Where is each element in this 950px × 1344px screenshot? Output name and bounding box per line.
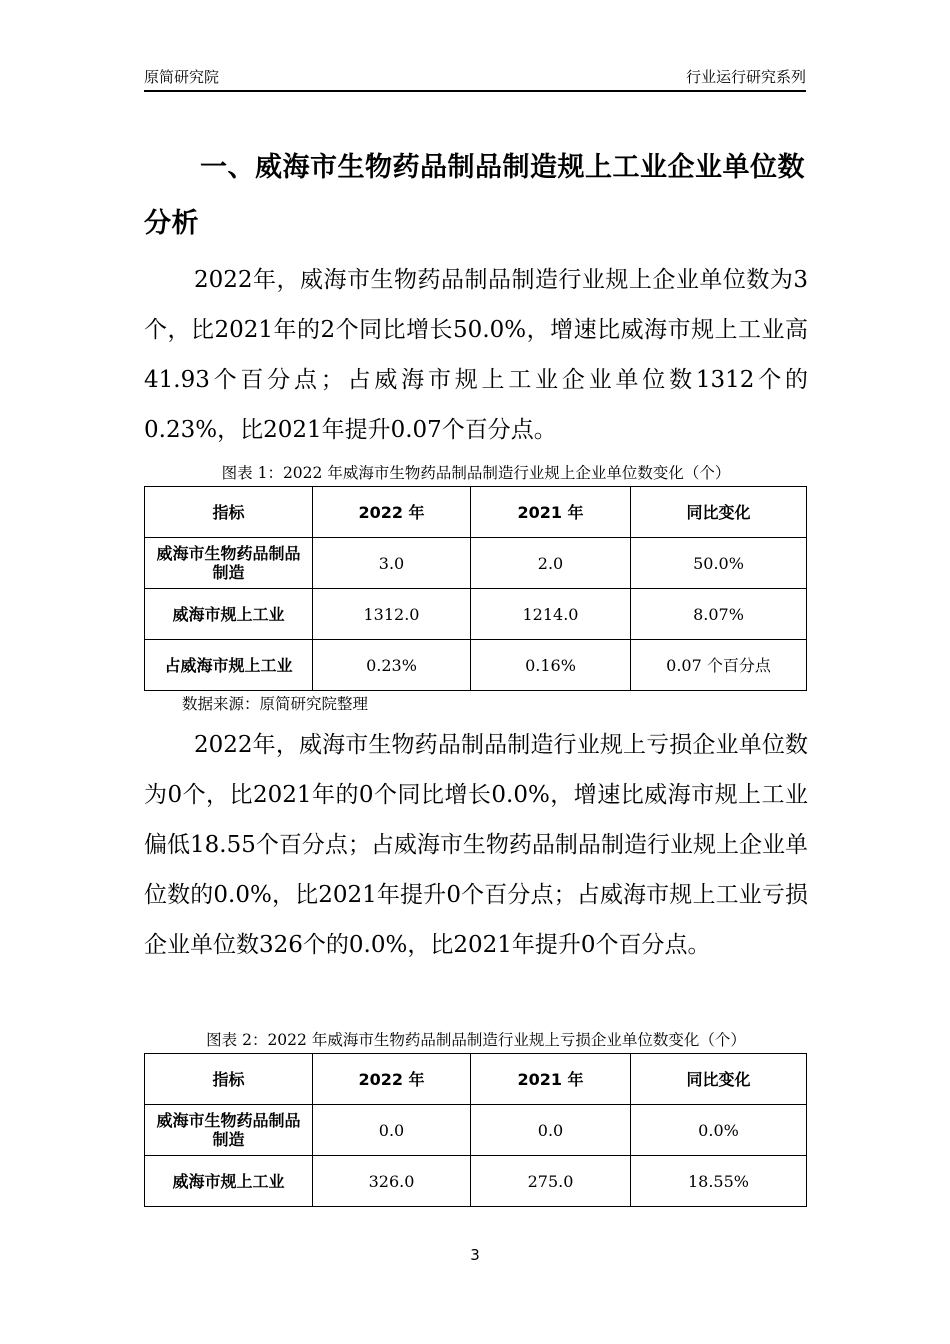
section-heading: 一、威海市生物药品制品制造规上工业企业单位数分析	[144, 152, 805, 239]
cell-2022: 326.0	[313, 1156, 471, 1207]
cell-2022: 0.0	[313, 1105, 471, 1156]
row-label: 占威海市规上工业	[145, 640, 313, 691]
header-series-name: 行业运行研究系列	[685, 68, 806, 86]
cell-2021: 0.0	[471, 1105, 631, 1156]
row-label: 威海市生物药品制品制造	[145, 538, 313, 589]
column-header-indicator: 指标	[145, 487, 313, 538]
cell-yoy-change: 18.55%	[631, 1156, 807, 1207]
table1-caption: 图表 1：2022 年威海市生物药品制品制造行业规上企业单位数变化（个）	[221, 464, 731, 482]
table2-caption: 图表 2：2022 年威海市生物药品制品制造行业规上亏损企业单位数变化（个）	[206, 1031, 746, 1049]
header-org-name: 原简研究院	[144, 68, 220, 86]
row-label: 威海市规上工业	[145, 589, 313, 640]
cell-2021: 0.16%	[471, 640, 631, 691]
table-row	[145, 1105, 807, 1156]
cell-yoy-change: 0.0%	[631, 1105, 807, 1156]
table-row	[145, 640, 807, 691]
column-header-2021: 2021 年	[471, 487, 631, 538]
column-header-yoy-change: 同比变化	[631, 1054, 807, 1105]
page-header	[144, 62, 806, 92]
column-header-2022: 2022 年	[313, 1054, 471, 1105]
table-header-row	[145, 1054, 807, 1105]
paragraph-loss-enterprise-count: 2022年，威海市生物药品制品制造行业规上亏损企业单位数为0个，比2021年的0个同比增长0.0%，增速比威海市规上工业偏低18.55个百分点；占威海市生物药品制品制造行业规上企业单位数的0.0%，比2021年提升0个百分点；占威海市规上工业亏损企业单位数326个的0.0%，比2021年提升0个百分点。	[144, 732, 808, 958]
table2-loss-enterprise-count	[144, 1053, 807, 1207]
cell-2021: 2.0	[471, 538, 631, 589]
column-header-yoy-change: 同比变化	[631, 487, 807, 538]
row-label: 威海市规上工业	[145, 1156, 313, 1207]
column-header-2021: 2021 年	[471, 1054, 631, 1105]
table-row	[145, 538, 807, 589]
cell-yoy-change: 50.0%	[631, 538, 807, 589]
row-label: 威海市生物药品制品制造	[145, 1105, 313, 1156]
paragraph-enterprise-count: 2022年，威海市生物药品制品制造行业规上企业单位数为3个，比2021年的2个同比增长50.0%，增速比威海市规上工业高41.93个百分点；占威海市规上工业企业单位数1312个的0.23%，比2021年提升0.07个百分点。	[144, 267, 808, 443]
cell-2022: 0.23%	[313, 640, 471, 691]
cell-yoy-change: 8.07%	[631, 589, 807, 640]
cell-2021: 275.0	[471, 1156, 631, 1207]
cell-2022: 3.0	[313, 538, 471, 589]
table-row	[145, 589, 807, 640]
column-header-indicator: 指标	[145, 1054, 313, 1105]
column-header-2022: 2022 年	[313, 487, 471, 538]
cell-yoy-change: 0.07 个百分点	[631, 640, 807, 691]
cell-2022: 1312.0	[313, 589, 471, 640]
data-source-note: 数据来源：原简研究院整理	[182, 695, 369, 713]
table-header-row	[145, 487, 807, 538]
table-row	[145, 1156, 807, 1207]
cell-2021: 1214.0	[471, 589, 631, 640]
page-number: 3	[470, 1246, 480, 1264]
table1-enterprise-count	[144, 486, 807, 691]
